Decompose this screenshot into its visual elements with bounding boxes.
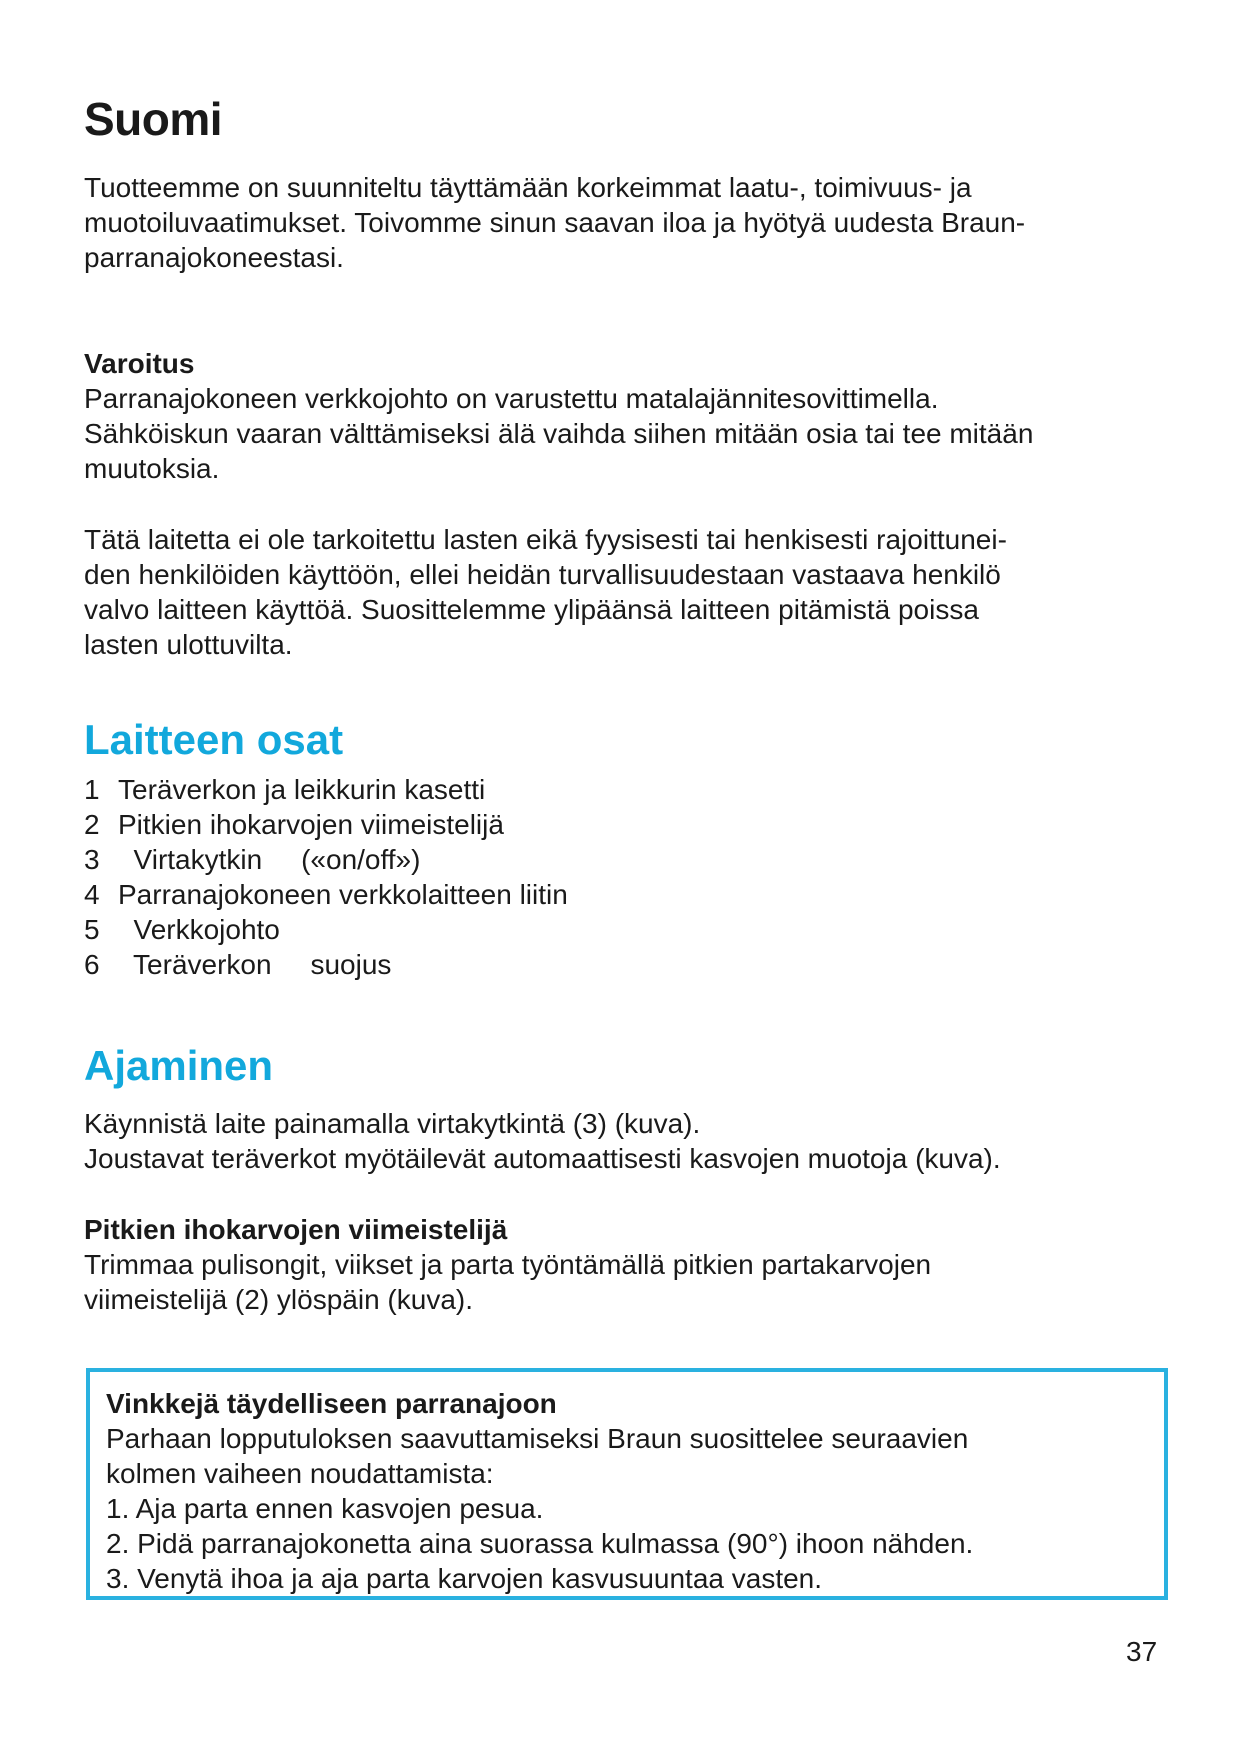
item-number: 5 (84, 914, 100, 945)
parts-heading: Laitteen osat (84, 716, 344, 763)
children-line: valvo laitteen käyttöä. Suosittelemme ylipäänsä laitteen pitämistä poissa (84, 594, 979, 625)
warning-line: Sähköiskun vaaran välttämiseksi älä vaihda siihen mitään osia tai tee mitään (84, 418, 1034, 449)
warning-section (84, 346, 1174, 486)
item-number: 6 (84, 949, 100, 980)
trimmer-line: viimeistelijä (2) ylöspäin (kuva). (84, 1284, 474, 1315)
trimmer-title: Pitkien ihokarvojen viimeistelijä (84, 1214, 508, 1245)
warning-line: Parranajokoneen verkkojohto on varustettu matalajännitesovittimella. (84, 383, 939, 414)
list-item (84, 877, 568, 912)
shaving-line: Joustavat teräverkot myötäilevät automaattisesti kasvojen muotoja (kuva). (84, 1143, 1001, 1174)
item-number: 4 (84, 879, 100, 910)
page-number: 37 (1126, 1636, 1158, 1667)
item-number: 1 (84, 774, 100, 805)
shaving-heading: Ajaminen (84, 1042, 274, 1089)
warning-line: muutoksia. (84, 453, 220, 484)
item-number: 3 (84, 844, 100, 875)
item-label: Virtakytkin («on/off») (118, 844, 421, 875)
item-label: Teräverkon suojus (118, 949, 392, 980)
parts-list (84, 772, 568, 982)
item-label: Parranajokoneen verkkolaitteen liitin (118, 879, 568, 910)
list-item (84, 772, 568, 807)
tips-line: Parhaan lopputuloksen saavuttamiseksi Braun suosittelee seuraavien (106, 1423, 969, 1454)
page-title: Suomi (84, 93, 223, 145)
tips-line: 2. Pidä parranajokonetta aina suorassa kulmassa (90°) ihoon nähden. (106, 1528, 974, 1559)
intro-line: muotoiluvaatimukset. Toivomme sinun saavan iloa ja hyötyä uudesta Braun- (84, 207, 1026, 238)
list-item (84, 842, 568, 877)
tips-line: 1. Aja parta ennen kasvojen pesua. (106, 1493, 544, 1524)
children-warning-paragraph (84, 522, 1174, 662)
list-item (84, 807, 568, 842)
trimmer-section (84, 1212, 1174, 1317)
item-label: Teräverkon ja leikkurin kasetti (118, 774, 486, 805)
tips-line: 3. Venytä ihoa ja aja parta karvojen kasvusuuntaa vasten. (106, 1563, 823, 1594)
shaving-paragraph (84, 1106, 1174, 1176)
shaving-line: Käynnistä laite painamalla virtakytkintä (3) (kuva). (84, 1108, 701, 1139)
item-label: Pitkien ihokarvojen viimeistelijä (118, 809, 504, 840)
list-item (84, 912, 568, 947)
children-line: den henkilöiden käyttöön, ellei heidän turvallisuudestaan vastaava henkilö (84, 559, 1001, 590)
warning-title: Varoitus (84, 348, 195, 379)
item-number: 2 (84, 809, 100, 840)
children-line: Tätä laitetta ei ole tarkoitettu lasten eikä fyysisesti tai henkisesti rajoittunei- (84, 524, 1007, 555)
tips-line: kolmen vaiheen noudattamista: (106, 1458, 494, 1489)
tips-title: Vinkkejä täydelliseen parranajoon (106, 1388, 557, 1419)
intro-line: parranajokoneestasi. (84, 242, 344, 273)
list-item (84, 947, 568, 982)
item-label: Verkkojohto (118, 914, 280, 945)
intro-paragraph (84, 170, 1174, 275)
children-line: lasten ulottuvilta. (84, 629, 293, 660)
intro-line: Tuotteemme on suunniteltu täyttämään korkeimmat laatu-, toimivuus- ja (84, 172, 972, 203)
trimmer-line: Trimmaa pulisongit, viikset ja parta työntämällä pitkien partakarvojen (84, 1249, 932, 1280)
tips-box (86, 1368, 1168, 1600)
